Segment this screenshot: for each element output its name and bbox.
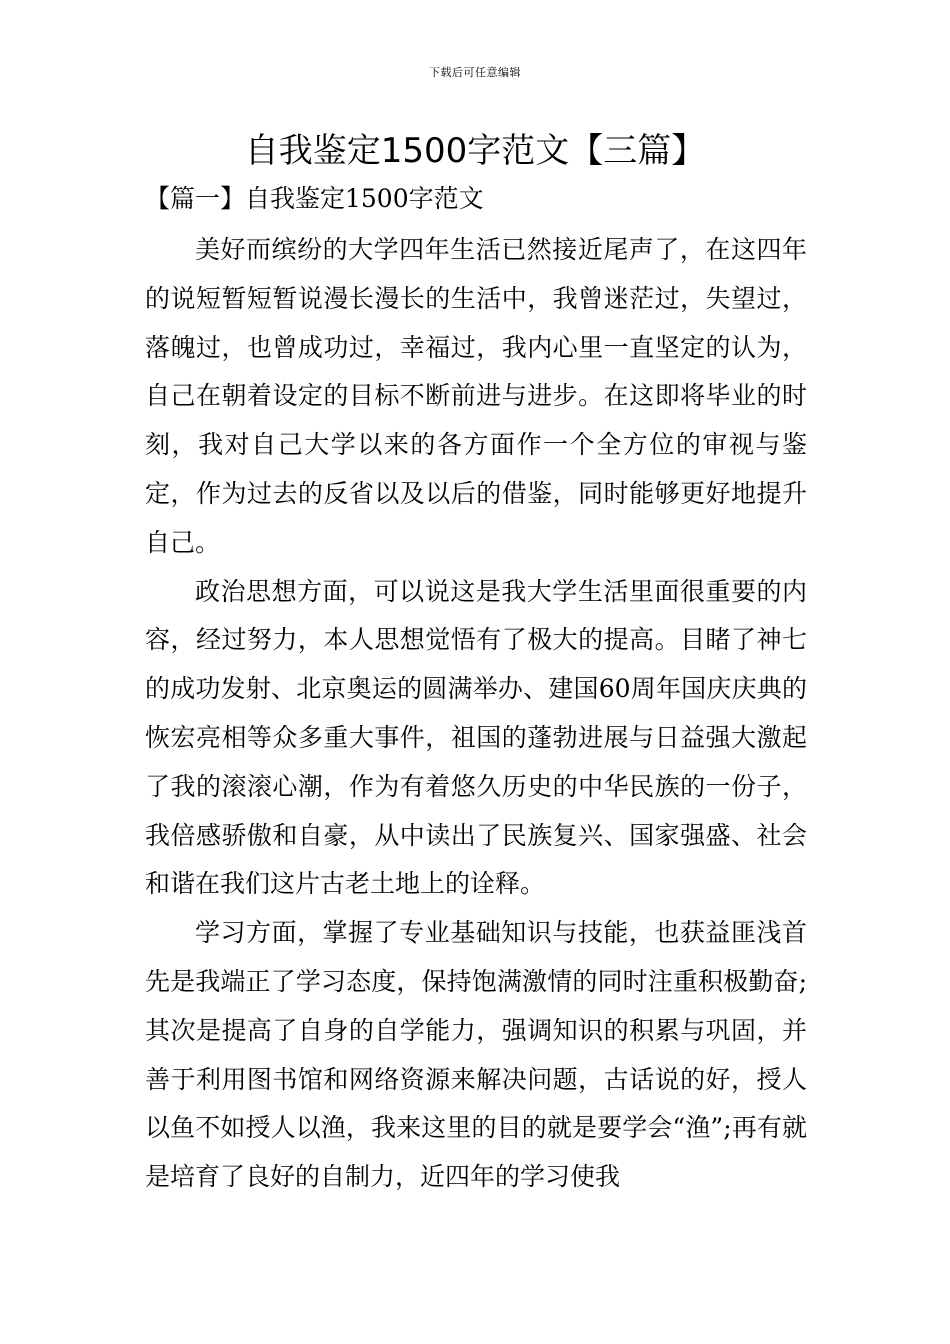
- document-title: 自我鉴定1500字范文【三篇】: [244, 131, 706, 171]
- header-note: 下载后可任意编辑: [429, 66, 521, 79]
- section-heading: 【篇一】自我鉴定1500字范文: [145, 184, 484, 213]
- paragraph-1: 美好而缤纷的大学四年生活已然接近尾声了，在这四年的说短暂短暂说漫长漫长的生活中，我曾迷茫过，失望过，落魄过，也曾成功过，幸福过，我内心里一直坚定的认为，自己在朝着设定的目标不断前进与进步。在这即将毕业的时刻，我对自己大学以来的各方面作一个全方位的审视与鉴定，作为过去的反省以及以后的借鉴，同时能够更好地提升自己。: [145, 235, 807, 557]
- paragraph-3: 学习方面，掌握了专业基础知识与技能，也获益匪浅首先是我端正了学习态度，保持饱满激情的同时注重积极勤奋;其次是提高了自身的自学能力，强调知识的积累与巩固，并善于利用图书馆和网络资源来解决问题，古话说的好，授人以鱼不如授人以渔，我来这里的目的就是要学会“渔”;再有就是培育了良好的自制力，近四年的学习使我: [145, 918, 807, 1192]
- body-text: [145, 226, 807, 1202]
- paragraph-2: 政治思想方面，可以说这是我大学生活里面很重要的内容，经过努力，本人思想觉悟有了极大的提高。目睹了神七的成功发射、北京奥运的圆满举办、建国60周年国庆庆典的恢宏亮相等众多重大事件，祖国的蓬勃进展与日益强大激起了我的滚滚心潮，作为有着悠久历史的中华民族的一份子，我倍感骄傲和自豪，从中读出了民族复兴、国家强盛、社会和谐在我们这片古老土地上的诠释。: [145, 576, 807, 899]
